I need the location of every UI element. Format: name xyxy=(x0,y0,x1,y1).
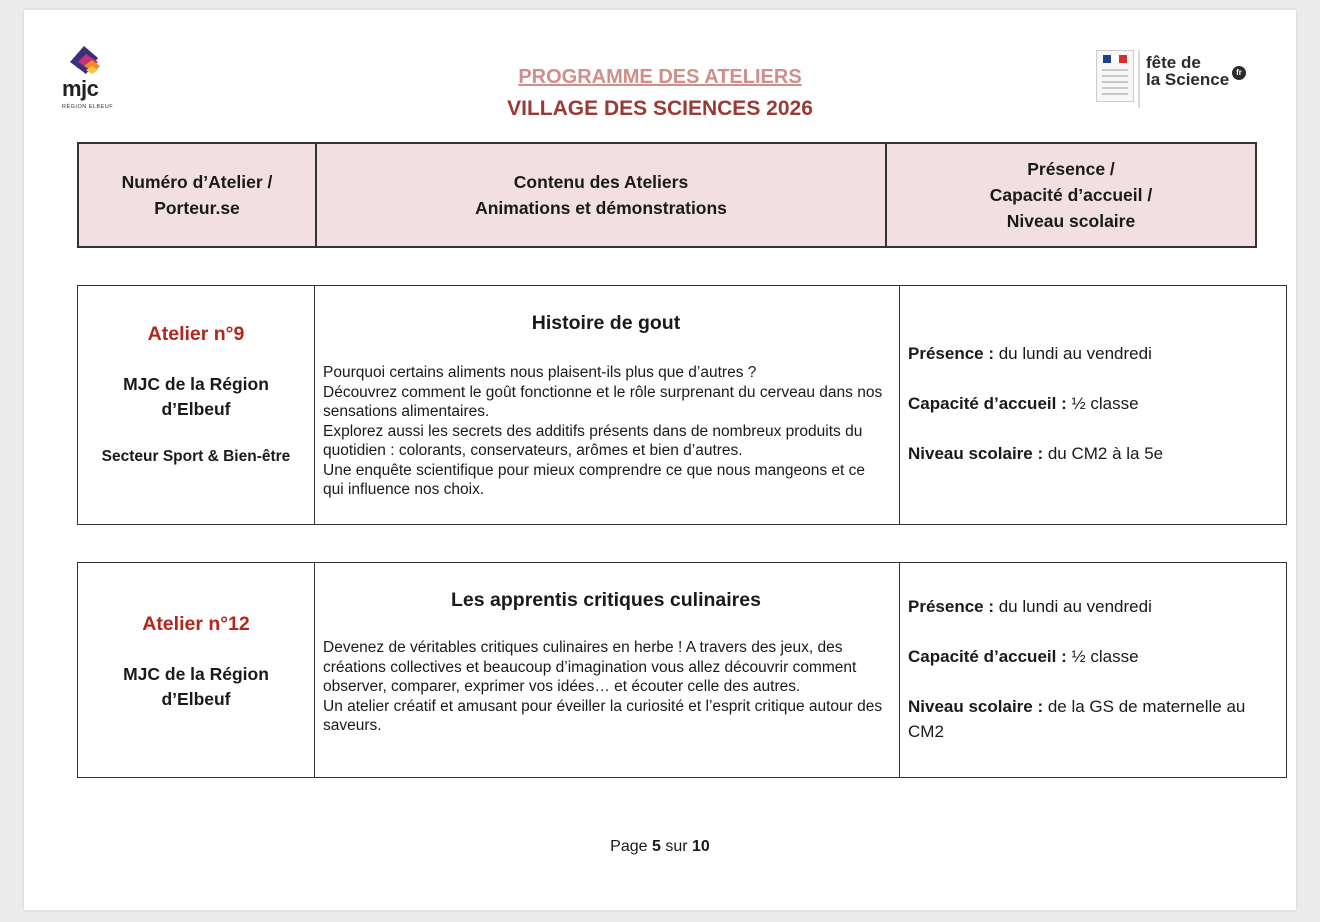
french-flag-icon xyxy=(1103,55,1127,63)
atelier-content-cell xyxy=(315,563,900,778)
mjc-logo-word: mjc xyxy=(62,76,99,101)
capacite-value: ½ classe xyxy=(1066,647,1139,666)
atelier-description: Pourquoi certains aliments nous plaisent-ils plus que d’autres ? Découvrez comment le goût fonctionne et le rôle surprenant du cerveau dans nos sensations alimentaires. Explorez aussi les secrets des additifs présents dans de nombreux produits du quotidien : colorants, conservateurs, arômes et bien d’autres. Une enquête scientifique pour mieux comprendre ce que nous mangeons et ce qui influence nos choix. xyxy=(323,364,883,498)
niveau-value: de la GS de maternelle au CM2 xyxy=(908,697,1246,741)
porteur-line2: d’Elbeuf xyxy=(161,688,231,709)
page-footer xyxy=(24,838,1296,856)
atelier-title: Les apprentis critiques culinaires xyxy=(451,589,761,611)
presence-info xyxy=(908,341,1274,366)
header-col3-line1: Présence / xyxy=(1027,159,1115,179)
header-col3-line2: Capacité d’accueil / xyxy=(989,185,1153,205)
header-col-presence xyxy=(886,143,1256,247)
footer-page-current: 5 xyxy=(651,838,661,855)
footer-sep-word: sur xyxy=(665,838,688,855)
capacite-label: Capacité d’accueil : xyxy=(908,394,1067,413)
presence-label: Présence : xyxy=(908,344,994,363)
capacite-info xyxy=(908,391,1274,416)
capacite-label: Capacité d’accueil : xyxy=(908,647,1067,666)
atelier-title: Histoire de gout xyxy=(531,312,681,334)
fr-badge-icon: fr xyxy=(1232,66,1246,80)
atelier-row xyxy=(77,285,1287,525)
presence-label: Présence : xyxy=(908,597,994,616)
porteur-line1: MJC de la Région xyxy=(123,373,269,394)
header-col1-line2: Porteur.se xyxy=(154,198,240,218)
header-col-atelier xyxy=(78,143,316,247)
atelier-row xyxy=(77,562,1287,778)
header-col3-line3: Niveau scolaire xyxy=(1006,211,1136,231)
secteur-label: Secteur Sport & Bien-être xyxy=(101,447,291,465)
mjc-logo-subtitle: RÉGION ELBEUF xyxy=(62,104,114,110)
atelier-info-cell xyxy=(900,563,1287,778)
niveau-label: Niveau scolaire : xyxy=(908,697,1044,716)
fete-line-2: la Science xyxy=(1146,70,1230,89)
presence-info xyxy=(908,594,1274,619)
atelier-number: Atelier n°12 xyxy=(142,612,250,635)
header-col2-line2: Animations et démonstrations xyxy=(475,198,727,218)
atelier-id-cell xyxy=(78,563,315,778)
porteur-name xyxy=(79,662,313,712)
porteur-name xyxy=(79,372,313,422)
atelier-description: Devenez de véritables critiques culinaires en herbe ! A travers des jeux, des créations collectives et beaucoup d’imagination vous allez découvrir comment observer, comparer, exprimer vos idées… et écouter celle des autres. Un atelier créatif et amusant pour éveiller la curiosité et l’esprit critique autour des saveurs. xyxy=(323,639,883,734)
fete-line-1: fête de xyxy=(1146,53,1201,72)
header-col1-line1: Numéro d’Atelier / xyxy=(121,172,273,192)
village-title: VILLAGE DES SCIENCES 2026 xyxy=(507,97,813,120)
footer-page-total: 10 xyxy=(692,838,710,855)
header-col2-line1: Contenu des Ateliers xyxy=(513,172,689,192)
atelier-id-cell xyxy=(78,286,315,525)
capacite-info xyxy=(908,644,1274,669)
capacite-value: ½ classe xyxy=(1066,394,1139,413)
header-col-contenu xyxy=(316,143,886,247)
porteur-line1: MJC de la Région xyxy=(123,663,269,684)
document-page xyxy=(24,10,1296,910)
programme-title: PROGRAMME DES ATELIERS xyxy=(518,66,802,88)
porteur-line2: d’Elbeuf xyxy=(161,398,231,419)
atelier-info-cell xyxy=(900,286,1287,525)
presence-value: du lundi au vendredi xyxy=(994,344,1152,363)
atelier-number: Atelier n°9 xyxy=(147,322,245,345)
atelier-content-cell xyxy=(315,286,900,525)
presence-value: du lundi au vendredi xyxy=(994,597,1152,616)
niveau-info xyxy=(908,441,1274,466)
niveau-value: du CM2 à la 5e xyxy=(1043,444,1164,463)
niveau-label: Niveau scolaire : xyxy=(908,444,1044,463)
niveau-info xyxy=(908,694,1274,744)
header-table xyxy=(77,142,1257,248)
footer-page-word: Page xyxy=(610,838,648,855)
